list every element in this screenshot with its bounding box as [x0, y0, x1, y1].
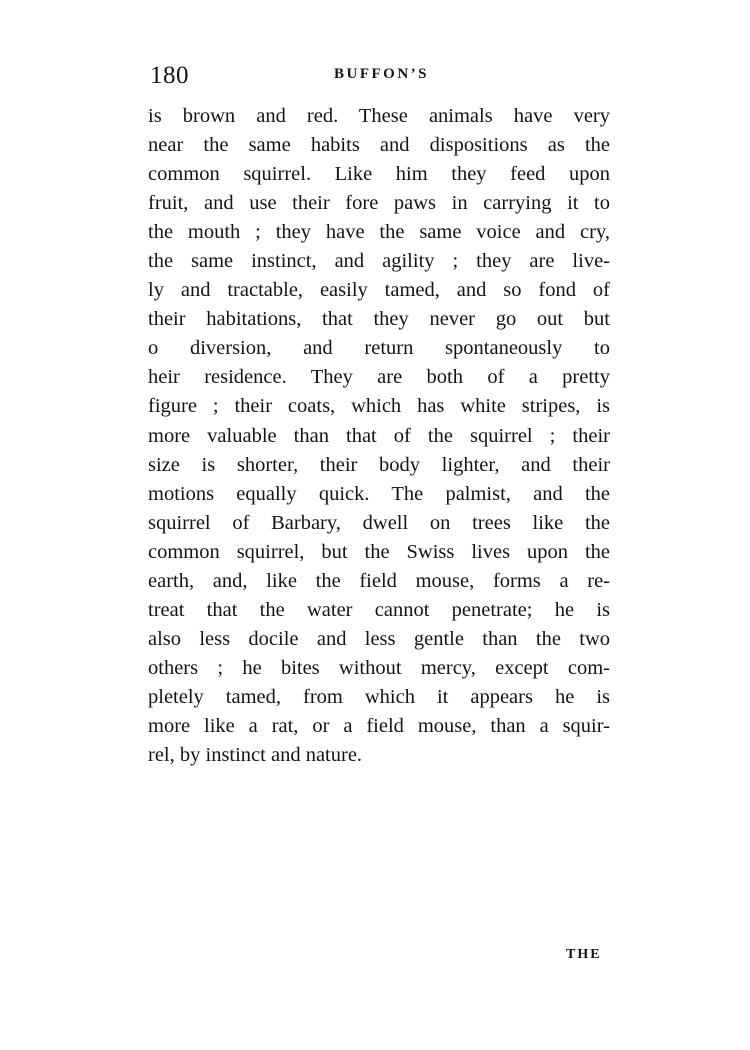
text-line: treat that the water cannot penetrate; he is [148, 598, 610, 621]
text-line: squirrel of Barbary, dwell on trees like the [148, 511, 610, 534]
text-line: ly and tractable, easily tamed, and so fond of [148, 279, 610, 302]
text-line: pletely tamed, from which it appears he is [148, 685, 610, 708]
text-line: is brown and red. These animals have very [148, 105, 610, 127]
text-line: earth, and, like the field mouse, forms a re- [148, 569, 610, 592]
body-text [148, 102, 610, 770]
text-line: also less docile and less gentle than the two [148, 627, 610, 650]
page-number: 180 [150, 62, 189, 89]
text-line: size is shorter, their body lighter, and their [148, 453, 610, 476]
text-line: the same instinct, and agility ; they are live- [148, 250, 610, 273]
text-line: fruit, and use their fore paws in carrying it to [148, 192, 610, 215]
text-line: figure ; their coats, which has white stripes, is [148, 395, 610, 418]
text-line: motions equally quick. The palmist, and the [148, 482, 610, 505]
text-line: the mouth ; they have the same voice and cry, [148, 221, 610, 244]
text-line: rel, by instinct and nature. [148, 744, 363, 767]
text-line: common squirrel, but the Swiss lives upon the [148, 540, 610, 563]
text-line: near the same habits and dispositions as the [148, 134, 610, 157]
text-line: o diversion, and return spontaneously to [148, 337, 610, 360]
text-line: heir residence. They are both of a pretty [148, 366, 610, 389]
text-line: others ; he bites without mercy, except com- [148, 656, 610, 679]
text-line: common squirrel. Like him they feed upon [148, 163, 610, 186]
catchword: THE [566, 947, 602, 962]
text-line: their habitations, that they never go out but [148, 308, 610, 331]
text-line: more like a rat, or a field mouse, than a squir- [148, 714, 610, 737]
text-line: more valuable than that of the squirrel ; their [148, 424, 610, 447]
running-title: BUFFON’S [334, 66, 429, 82]
